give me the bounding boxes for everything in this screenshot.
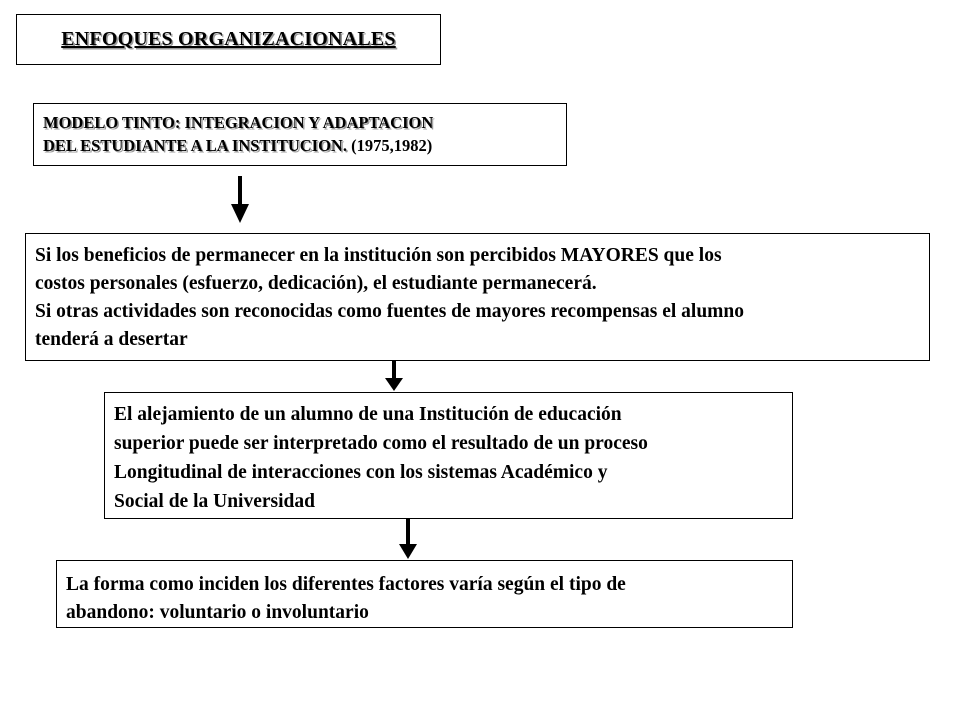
benefits-line-1: Si los beneficios de permanecer en la institución son percibidos MAYORES que los bbox=[35, 245, 722, 266]
model-box bbox=[33, 103, 567, 166]
alejamiento-line-2: superior puede ser interpretado como el resultado de un proceso bbox=[114, 433, 648, 454]
alejamiento-line-4: Social de la Universidad bbox=[114, 491, 315, 512]
alejamiento-line-1: El alejamiento de un alumno de una Institución de educación bbox=[114, 404, 622, 425]
arrow-3-shaft bbox=[406, 519, 410, 545]
model-line-1: MODELO TINTO: INTEGRACION Y ADAPTACION bbox=[43, 113, 434, 132]
alejamiento-box bbox=[104, 392, 793, 519]
title-box bbox=[16, 14, 441, 65]
factores-line-2: abandono: voluntario o involuntario bbox=[66, 602, 369, 623]
factores-line-1: La forma como inciden los diferentes factores varía según el tipo de bbox=[66, 574, 626, 595]
model-years: (1975,1982) bbox=[351, 136, 433, 155]
benefits-line-2: costos personales (esfuerzo, dedicación), el estudiante permanecerá. bbox=[35, 273, 597, 294]
benefits-line-3: Si otras actividades son reconocidas como fuentes de mayores recompensas el alumno bbox=[35, 301, 745, 322]
arrow-3-head bbox=[399, 544, 417, 559]
benefits-line-4: tenderá a desertar bbox=[35, 329, 188, 350]
diagram-title: ENFOQUES ORGANIZACIONALES bbox=[61, 28, 396, 50]
arrow-down-2 bbox=[383, 361, 405, 392]
benefits-box bbox=[25, 233, 930, 361]
arrow-down-3 bbox=[397, 519, 419, 560]
alejamiento-line-3: Longitudinal de interacciones con los sistemas Académico y bbox=[114, 462, 608, 483]
factores-box bbox=[56, 560, 793, 628]
arrow-1-shaft bbox=[238, 176, 242, 206]
model-line-2: DEL ESTUDIANTE A LA INSTITUCION. bbox=[43, 136, 347, 155]
arrow-1-head bbox=[231, 204, 249, 223]
model-line-2-wrapper bbox=[43, 134, 566, 157]
arrow-2-head bbox=[385, 378, 403, 391]
arrow-down-1 bbox=[229, 176, 251, 224]
arrow-2-shaft bbox=[392, 361, 396, 379]
